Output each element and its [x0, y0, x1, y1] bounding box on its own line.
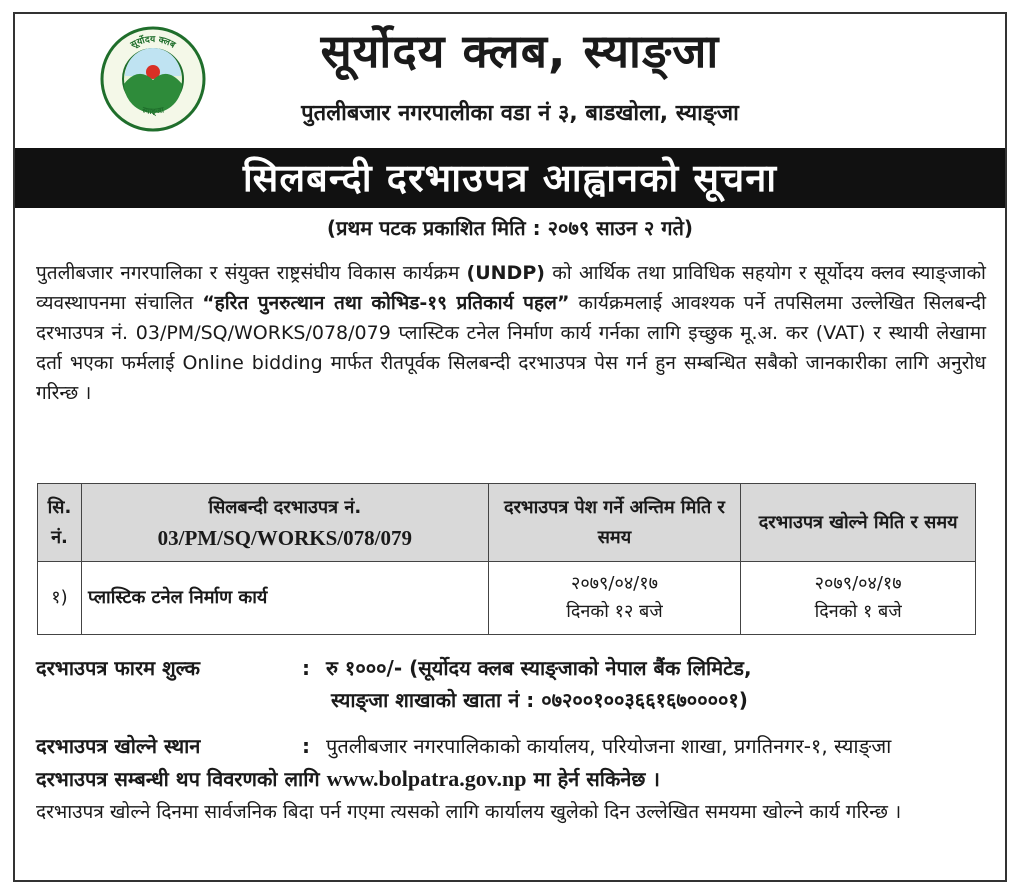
header-tender-number-label: सिलबन्दी दरभाउपत्र नं. [208, 496, 362, 518]
row-work-name: प्लास्टिक टनेल निर्माण कार्य [81, 562, 488, 635]
notice-body-part-1: पुतलीबजार नगरपालिका र संयुक्त राष्ट्रसंघीय विकास कार्यक्रम [36, 262, 467, 284]
undp-abbrev: (UNDP) [466, 262, 545, 284]
organization-name: सूर्योदय क्लब, स्याङ्जा [320, 24, 720, 78]
row-opening-date [741, 562, 976, 635]
notice-title-banner: सिलबन्दी दरभाउपत्र आह्वानको सूचना [15, 148, 1005, 208]
submission-time: दिनको १२ बजे [566, 601, 663, 622]
holiday-clause: दरभाउपत्र खोल्ने दिनमा सार्वजनिक बिदा पर्न गएमा त्यसको लागि कार्यालय खुलेको दिन उल्लेखित समयमा खोल्ने कार्य गरिन्छ । [36, 801, 902, 823]
organization-address: पुतलीबजार नगरपालीका वडा नं ३, बाडखोला, स्याङ्जा [301, 101, 739, 126]
row-serial-number: १) [38, 562, 82, 635]
club-logo [100, 26, 206, 132]
header-tender-code: 03/PM/SQ/WORKS/078/079 [157, 525, 412, 550]
tender-table [37, 483, 976, 635]
submission-date: २०७९/०४/१७ [570, 573, 658, 594]
opening-place-line [36, 731, 891, 761]
logo-ring-text-bottom: स्याङ्जा [141, 105, 165, 116]
form-fee-colon: : [302, 656, 310, 680]
header-tender-number [81, 484, 488, 562]
opening-place-value: पुतलीबजार नगरपालिकाको कार्यालय, परियोजना शाखा, प्रगतिनगर-१, स्याङ्जा [326, 734, 892, 758]
table-row [38, 562, 976, 635]
form-fee-line [36, 653, 752, 683]
bank-account-line: स्याङ्जा शाखाको खाता नं : ०७२००१००३६६१६७००००१) [331, 688, 748, 712]
logo-ring-text-top: सूर्योदय क्लब [129, 34, 177, 51]
program-name: “हरित पुनरुत्थान तथा कोभिड-१९ प्रतिकार्य पहल” [202, 292, 570, 314]
opening-place-label: दरभाउपत्र खोल्ने स्थान [36, 734, 201, 758]
publication-date: (प्रथम पटक प्रकाशित मिति : २०७९ साउन २ गते) [326, 216, 694, 240]
header-opening-date: दरभाउपत्र खोल्ने मिति र समय [741, 484, 976, 562]
header-serial-number: सि. नं. [38, 484, 82, 562]
row-submission-deadline [488, 562, 741, 635]
more-info-text: दरभाउपत्र सम्बन्धी थप विवरणको लागि [36, 767, 327, 791]
notice-body-part-3: कार्यक्रमलाई आवश्यक पर्ने तपसिलमा उल्लेखित सिलबन्दी दरभाउपत्र नं. 03/PM/SQ/WORKS/078/079 प्लास्टिक टनेल निर्माण कार्य गर्नका लागि इच्छुक मू.अ. कर (VAT) र स्थायी लेखामा दर्ता भएका फर्मलाई Online bidding मार्फत रीतपूर्वक सिलबन्दी दरभाउपत्र पेस गर्न हुन सम्बन्धित सबैको जानकारीका लागि अनुरोध गरिन्छ । [36, 292, 986, 404]
form-fee-label: दरभाउपत्र फारम शुल्क [36, 656, 201, 680]
opening-date: २०७९/०४/१७ [814, 573, 902, 594]
notice-body-part-2: को आर्थिक तथा प्राविधिक सहयोग र सूर्योदय क्लव स्याङ्जाको व्यवस्थापनमा संचालित [36, 262, 986, 314]
tender-table-header-row [38, 484, 976, 562]
more-info-suffix: मा हेर्न सकिनेछ । [526, 767, 660, 791]
more-info-line [36, 764, 660, 794]
notice-body [36, 258, 986, 408]
opening-time: दिनको १ बजे [814, 601, 902, 622]
header-submission-deadline: दरभाउपत्र पेश गर्ने अन्तिम मिति र समय [488, 484, 741, 562]
bolpatra-website-link[interactable]: www.bolpatra.gov.np [326, 766, 527, 791]
opening-place-colon: : [302, 734, 310, 758]
form-fee-value: रु १०००/- (सूर्योदय क्लब स्याङ्जाको नेपाल बैंक लिमिटेड, [326, 656, 752, 680]
